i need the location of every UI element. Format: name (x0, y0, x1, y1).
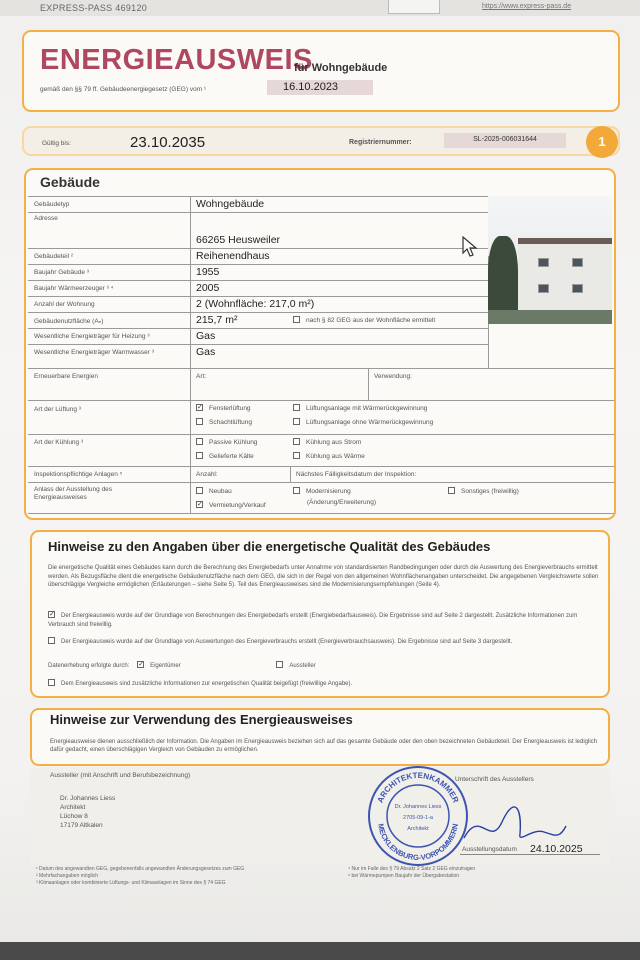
collection-issuer-checkbox[interactable] (276, 661, 283, 668)
reason-other-checkbox[interactable] (448, 487, 455, 494)
strip-link[interactable]: https://www.express-pass.de (482, 3, 572, 10)
units-value: 2 (Wohnfläche: 217,0 m²) (196, 298, 315, 310)
year-built-label: Baujahr Gebäude ³ (34, 269, 89, 276)
quality-hints-heading: Hinweise zu den Angaben über die energetische Qualität des Gebäudes (48, 539, 491, 554)
row-carrier-heating (28, 328, 488, 344)
hint-additional-checkbox[interactable] (48, 679, 55, 686)
page-number-badge: 1 (586, 126, 618, 158)
ventilation-hr-option[interactable]: Lüftungsanlage mit Wärmerückgewinnung (293, 405, 427, 412)
ventilation-nohr-checkbox[interactable] (293, 418, 300, 425)
strip-tab (388, 0, 440, 14)
reason-modern-checkbox[interactable] (293, 487, 300, 494)
issue-date-line (460, 854, 600, 855)
renewables-use: Verwendung: (374, 373, 412, 380)
building-heading: Gebäude (40, 174, 100, 190)
law-reference: gemäß den §§ 79 ff. Gebäudeenergiegesetz (GEG) vom ¹ (40, 86, 207, 93)
footnotes-left: ¹ Datum des angewandten GEG, gegebenenfalls angewandten Änderungsgesetzes zum GEG ² Mehrfachangaben möglich ³ Klimaanlagen oder kombinierte Lüftungs- und Klimaanlagen im Sinne des § 74 GEG (36, 866, 245, 886)
signature-icon (460, 798, 570, 848)
carrier-heating-label: Wesentliche Energieträger für Heizung ³ (34, 333, 150, 340)
row-part (28, 248, 488, 264)
part-label: Gebäudeteil ² (34, 253, 74, 260)
title-box (22, 30, 620, 112)
quality-hints-text: Die energetische Qualität eines Gebäudes kann durch die Berechnung des Energiebedarfs unter Annahme von standardisierten Randbedingungen oder durch die Auswertung des Energieverbrauchs ermittelt werden. Als Bezugsfläche dient die energetische Gebäudenutzfläche nach dem GEG, die sich in der Regel von den allgemeinen Wohnflächenangaben unterscheidet. Die angegebenen Vergleichswerte sollen überschlägige Vergleiche ermöglichen (Erläuterungen – siehe Seite 5). Teil des Energieausweises sind die Modernisierungsempfehlungen (Seite 4). (48, 565, 599, 589)
row-address (28, 212, 488, 248)
units-label: Anzahl der Wohnung (34, 301, 95, 308)
cooling-heat-option[interactable]: Kühlung aus Wärme (293, 453, 365, 460)
registration-value: SL-2025-006031644 (444, 133, 566, 148)
hint-consumption-checkbox[interactable] (48, 637, 55, 644)
inspection-count: Anzahl: (196, 471, 218, 478)
reason-rent-checkbox[interactable]: ✓ (197, 501, 203, 508)
renewables-label: Erneuerbare Energien (34, 373, 98, 380)
quality-hints-section (30, 530, 610, 698)
ventilation-window-checkbox[interactable]: ✓ (197, 404, 203, 411)
law-date: 16.10.2023 (267, 80, 373, 95)
ventilation-shaft-checkbox[interactable] (196, 418, 203, 425)
row-renewables (28, 368, 614, 400)
document-subtitle: für Wohngebäude (294, 62, 388, 74)
row-year-heater (28, 280, 488, 296)
row-reason (28, 482, 614, 514)
reason-label: Anlass der Ausstellung des Energieausweises (34, 486, 113, 501)
part-value: Reihenendhaus (196, 250, 270, 262)
reason-modern-option[interactable]: Modernisierung (293, 488, 351, 495)
mouse-cursor-icon (462, 236, 478, 258)
ventilation-hr-checkbox[interactable] (293, 404, 300, 411)
collection-owner-option[interactable]: ✓ Eigentümer (138, 661, 181, 670)
valid-until-value: 23.10.2035 (130, 134, 206, 151)
reason-other-option[interactable]: Sonstiges (freiwillig) (448, 488, 519, 495)
cooling-heat-checkbox[interactable] (293, 452, 300, 459)
type-value: Wohngebäude (196, 198, 265, 210)
issuer-address (60, 794, 115, 830)
row-year-built (28, 264, 488, 280)
year-built-value: 1955 (196, 266, 220, 278)
top-strip (0, 0, 640, 16)
reason-modern-detail: (Änderung/Erweiterung) (307, 499, 377, 506)
cooling-passive-checkbox[interactable] (196, 438, 203, 445)
row-carrier-water (28, 344, 488, 368)
ventilation-label: Art der Lüftung ³ (34, 406, 81, 413)
row-type (28, 196, 488, 212)
ventilation-nohr-option[interactable]: Lüftungsanlage ohne Wärmerückgewinnung (293, 419, 433, 426)
area-label: Gebäudenutzfläche (Aₙ) (34, 318, 104, 325)
issue-date-label: Ausstellungsdatum (462, 846, 517, 853)
hint-demand-option[interactable]: ✓ Der Energieausweis wurde auf der Grundlage von Berechnungen des Energiebedarfs erstellt (Energiebedarfsausweis). Die Ergebnisse sind auf Seite 2 dargestellt. Zusätzliche Informationen zum Verbrauch sind freiwillig. (48, 611, 578, 628)
usage-hints-text: Energieausweise dienen ausschließlich der Information. Die Angaben im Energieausweis beziehen sich auf das gesamte Gebäude oder den oben bezeichneten Gebäudeteil. Der Energieausweis ist lediglich dafür gedacht, einen überschlägigen Vergleich von Gebäuden zu ermöglichen. (50, 739, 598, 754)
valid-until-label: Gültig bis: (42, 140, 71, 147)
usage-hints-section (30, 708, 610, 766)
cooling-electric-option[interactable]: Kühlung aus Strom (293, 439, 361, 446)
reason-new-option[interactable]: Neubau (196, 488, 232, 495)
hint-consumption-option[interactable]: Der Energieausweis wurde auf der Grundlage von Auswertungen des Energieverbrauchs erstellt (Energieverbrauchsausweis). Die Ergebnisse sind auf Seite 3 dargestellt. (48, 638, 588, 647)
inspection-next: Nächstes Fälligkeitsdatum der Inspektion: (296, 471, 417, 478)
area-method-checkbox[interactable] (293, 316, 300, 323)
area-method-option[interactable]: nach § 82 GEG aus der Wohnfläche ermittelt (293, 317, 435, 324)
cooling-electric-checkbox[interactable] (293, 438, 300, 445)
row-units (28, 296, 488, 312)
cooling-label: Art der Kühlung ³ (34, 439, 84, 446)
screen-bezel (0, 942, 640, 960)
type-label: Gebäudetyp (34, 201, 70, 208)
svg-text:MECKLENBURG-VORPOMMERN: MECKLENBURG-VORPOMMERN (376, 822, 460, 863)
year-heater-value: 2005 (196, 282, 220, 294)
data-collection-label: Datenerhebung erfolgte durch: (48, 663, 130, 670)
hint-demand-checkbox[interactable]: ✓ (49, 611, 55, 618)
svg-text:ARCHITEKTENKAMMER: ARCHITEKTENKAMMER (375, 770, 461, 805)
reason-new-checkbox[interactable] (196, 487, 203, 494)
cooling-passive-option[interactable]: Passive Kühlung (196, 439, 257, 446)
svg-text:2705-09-1-a: 2705-09-1-a (403, 815, 433, 821)
usage-hints-heading: Hinweise zur Verwendung des Energieausweises (50, 712, 353, 727)
registration-label: Registriernummer: (349, 139, 412, 146)
footnotes-right: ⁴ Nur im Falle des § 79 Absatz 2 Satz 2 GEG einzutragen ⁵ bei Wärmepumpen Baujahr der Übergabestation (348, 866, 476, 879)
issuer-section (30, 768, 610, 864)
data-collection-row (48, 662, 316, 671)
carrier-water-value: Gas (196, 346, 216, 358)
svg-text:Architekt: Architekt (407, 826, 429, 832)
row-area (28, 312, 488, 328)
signature-label: Unterschrift des Ausstellers (455, 776, 534, 783)
issuer-label: Aussteller (mit Anschrift und Berufsbezeichnung) (50, 772, 191, 779)
row-ventilation (28, 400, 614, 434)
issuer-title: Architekt (60, 804, 86, 811)
cooling-delivered-checkbox[interactable] (196, 452, 203, 459)
row-cooling (28, 434, 614, 466)
hint-additional-option[interactable]: Dem Energieausweis sind zusätzliche Informationen zur energetischen Qualität beigefügt (freiwillige Angabe). (48, 680, 352, 689)
inspection-label: Inspektionspflichtige Anlagen ⁵ (34, 471, 123, 478)
address-label: Adresse (34, 215, 58, 222)
issuer-city: 17179 Altkalen (60, 822, 103, 829)
year-heater-label: Baujahr Wärmeerzeuger ³ ⁴ (34, 285, 114, 292)
issuer-street: Lüchow 8 (60, 813, 88, 820)
area-value: 215,7 m² (196, 314, 238, 326)
address-value: 66265 Heusweiler (196, 234, 281, 246)
strip-left-text: EXPRESS-PASS 469120 (40, 3, 148, 13)
ventilation-shaft-option[interactable]: Schachtlüftung (196, 419, 252, 426)
validity-box (22, 126, 620, 156)
building-photo (488, 196, 612, 324)
svg-text:Dr. Johannes Liess: Dr. Johannes Liess (394, 804, 442, 810)
carrier-water-label: Wesentliche Energieträger Warmwasser ³ (34, 349, 154, 356)
reason-rent-option[interactable]: ✓ Vermietung/Verkauf (197, 501, 266, 510)
row-inspection (28, 466, 614, 482)
ventilation-window-option[interactable]: ✓ Fensterlüftung (197, 404, 251, 413)
collection-issuer-option[interactable]: Aussteller (276, 663, 315, 669)
document-title: ENERGIEAUSWEIS (40, 44, 313, 76)
collection-owner-checkbox[interactable]: ✓ (138, 661, 144, 668)
issuer-name: Dr. Johannes Liess (60, 795, 116, 802)
issue-date-value: 24.10.2025 (530, 843, 583, 855)
cooling-delivered-option[interactable]: Gelieferte Kälte (196, 453, 254, 460)
carrier-heating-value: Gas (196, 330, 216, 342)
renewables-kind: Art: (196, 373, 207, 380)
